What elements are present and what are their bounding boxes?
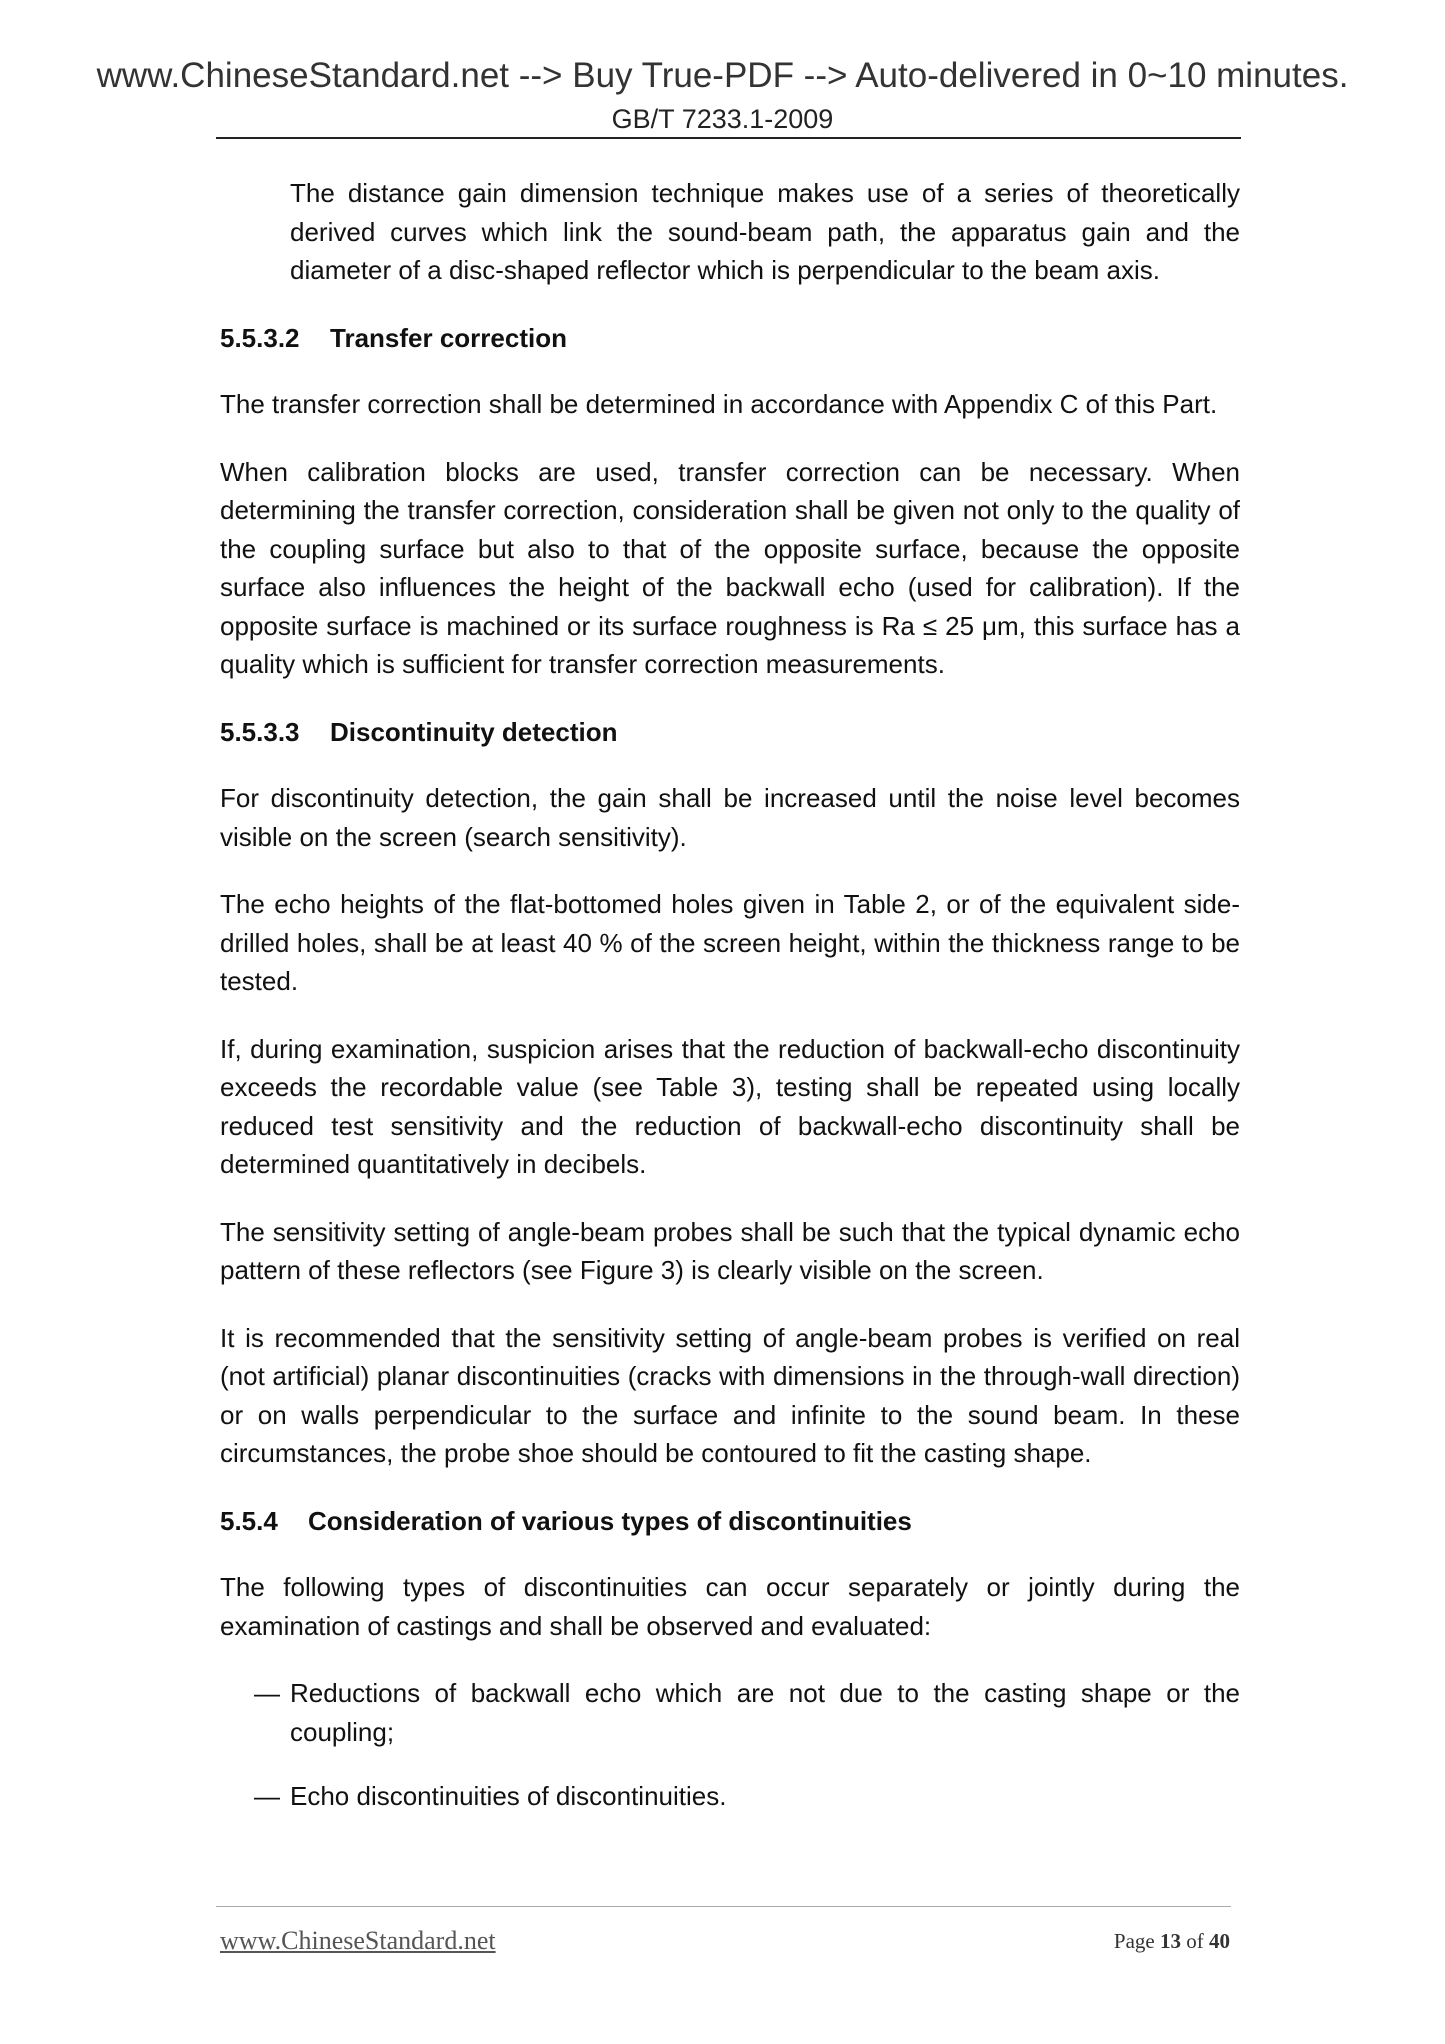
section-number: 5.5.3.3 xyxy=(220,716,300,747)
header-divider xyxy=(216,137,1241,139)
section-title: Transfer correction xyxy=(330,322,567,353)
page-prefix: Page xyxy=(1113,1929,1155,1953)
section-heading-5-5-3-3 xyxy=(220,713,1240,752)
footer-divider xyxy=(216,1906,1231,1907)
dash-bullet: — xyxy=(254,1678,280,1708)
footer-link[interactable]: www.ChineseStandard.net xyxy=(220,1926,496,1955)
paragraph: The transfer correction shall be determined in accordance with Appendix C of this Part. xyxy=(220,389,1218,419)
list-item-text: Reductions of backwall echo which are not due to the casting shape or the coupling; xyxy=(290,1678,1240,1747)
section-heading-5-5-4 xyxy=(220,1502,1240,1541)
page-content xyxy=(220,174,1240,1842)
section-number: 5.5.4 xyxy=(220,1505,278,1536)
total-pages: 40 xyxy=(1209,1929,1230,1953)
list-item-text: Echo discontinuities of discontinuities. xyxy=(290,1781,727,1811)
section-heading-5-5-3-2 xyxy=(220,319,1240,358)
paragraph: The sensitivity setting of angle-beam probes shall be such that the typical dynamic echo pattern of these reflectors (see Figure 3) is clearly visible on the screen. xyxy=(220,1216,1240,1285)
current-page: 13 xyxy=(1160,1929,1181,1953)
page-of: of xyxy=(1186,1929,1204,1953)
paragraph: It is recommended that the sensitivity setting of angle-beam probes is verified on real (not artificial) planar discontinuities (cracks with dimensions in the through-wall direction) or on walls perpendicular to the surface and infinite to the sound beam. In these circumstances, the probe shoe should be contoured to fit the casting shape. xyxy=(220,1322,1240,1468)
intro-paragraph: The distance gain dimension technique makes use of a series of theoretically derived curves which link the sound-beam path, the apparatus gain and the diameter of a disc-shaped reflector which is perpendicular to the beam axis. xyxy=(290,178,1240,285)
document-id: GB/T 7233.1-2009 xyxy=(611,104,834,134)
list-item xyxy=(220,1777,1240,1816)
section-title: Consideration of various types of discontinuities xyxy=(308,1505,912,1536)
header-banner: www.ChineseStandard.net --> Buy True-PDF --> Auto-delivered in 0~10 minutes. xyxy=(96,56,1349,95)
list-item xyxy=(220,1674,1240,1751)
paragraph: When calibration blocks are used, transfer correction can be necessary. When determining the transfer correction, consideration shall be given not only to the quality of the coupling surface but also to that of the opposite surface, because the opposite surface also influences the height of the backwall echo (used for calibration). If the opposite surface is machined or its surface roughness is Ra ≤ 25 μm, this surface has a quality which is sufficient for transfer correction measurements. xyxy=(220,456,1240,679)
paragraph: The echo heights of the flat-bottomed holes given in Table 2, or of the equivalent side-drilled holes, shall be at least 40 % of the screen height, within the thickness range to be tested. xyxy=(220,889,1240,996)
paragraph: The following types of discontinuities can occur separately or jointly during the examination of castings and shall be observed and evaluated: xyxy=(220,1572,1240,1641)
section-title: Discontinuity detection xyxy=(330,716,618,747)
paragraph: If, during examination, suspicion arises that the reduction of backwall-echo discontinuity exceeds the recordable value (see Table 3), testing shall be repeated using locally reduced test sensitivity and the reduction of backwall-echo discontinuity shall be determined quantitatively in decibels. xyxy=(220,1033,1240,1179)
section-number: 5.5.3.2 xyxy=(220,322,300,353)
dash-bullet: — xyxy=(254,1781,280,1811)
page-number xyxy=(1114,1929,1230,1954)
paragraph: For discontinuity detection, the gain shall be increased until the noise level becomes visible on the screen (search sensitivity). xyxy=(220,783,1240,852)
